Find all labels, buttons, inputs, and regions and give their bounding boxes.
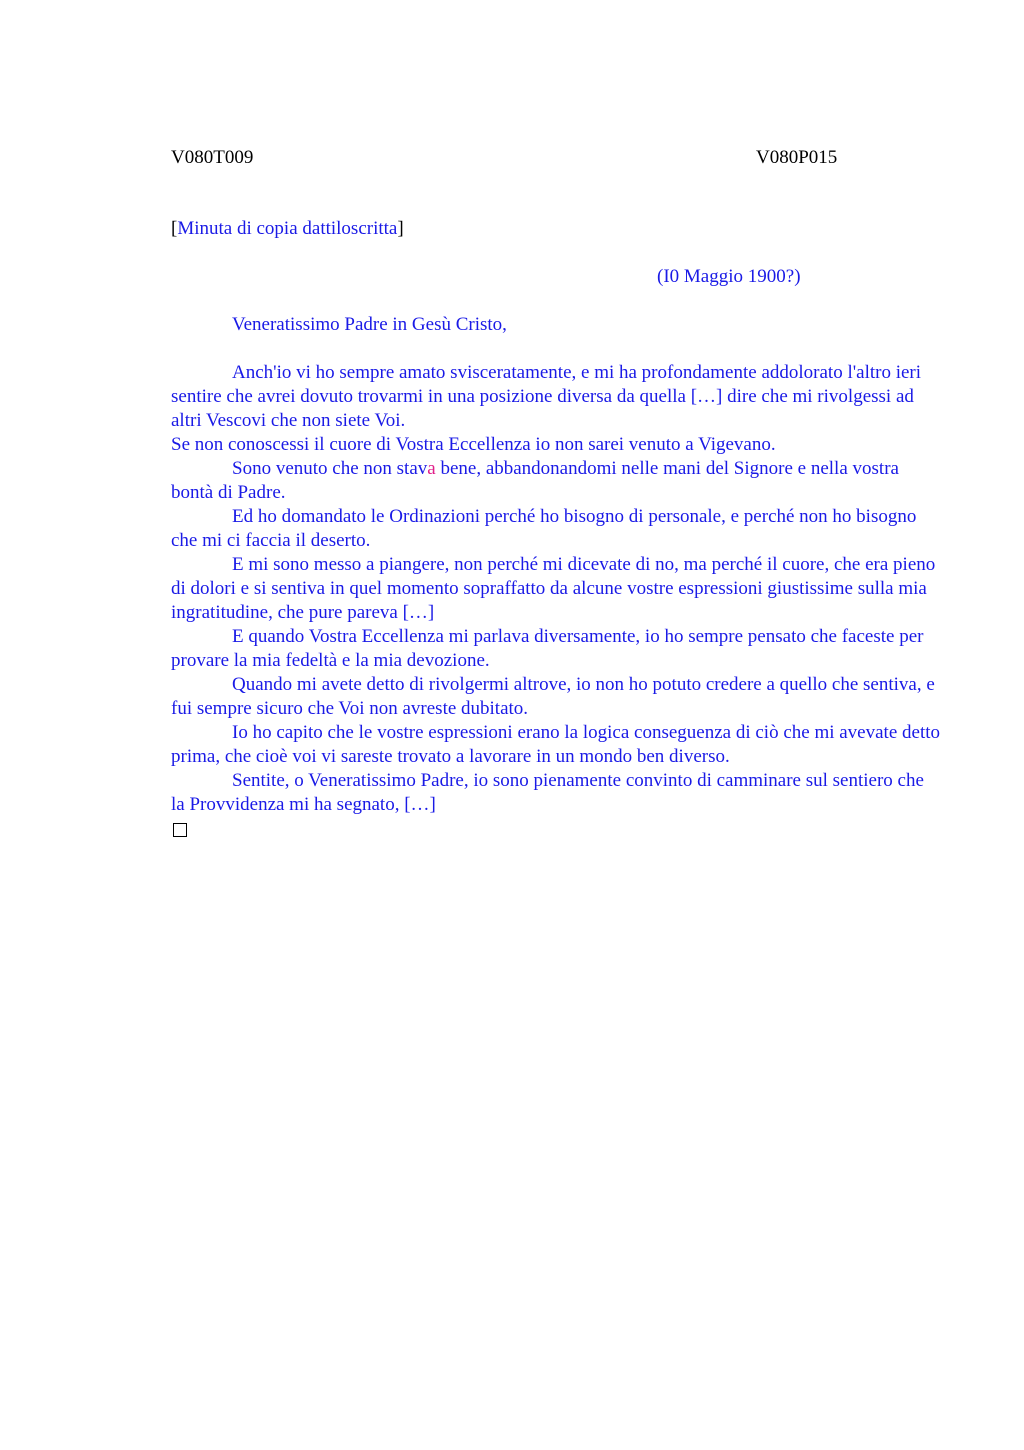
paragraph-3-end: bene, abbandonandomi nelle mani del Signore e nella vostra bontà di Padre. bbox=[171, 458, 899, 503]
paragraph-3 bbox=[171, 457, 941, 505]
paragraph-6: E quando Vostra Eccellenza mi parlava diversamente, io ho sempre pensato che faceste per provare la mia fedeltà e la mia devozione. bbox=[171, 626, 924, 671]
letter-date: (I0 Maggio 1900?) bbox=[657, 266, 801, 287]
paragraph-2: Se non conoscessi il cuore di Vostra Eccellenza io non sarei venuto a Vigevano. bbox=[171, 434, 776, 455]
paragraph-8: Io ho capito che le vostre espressioni erano la logica conseguenza di ciò che mi avevate detto prima, che cioè voi vi sareste trovato a lavorare in un mondo ben diverso. bbox=[171, 722, 941, 767]
note-text: Minuta di copia dattiloscritta bbox=[177, 218, 398, 239]
document-code-right: V080P015 bbox=[756, 147, 838, 168]
paragraph-7: Quando mi avete detto di rivolgermi altrove, io non ho potuto credere a quello che sentiva, e fui sempre sicuro che Voi non avreste dubitato. bbox=[171, 674, 935, 719]
letter-body bbox=[171, 361, 941, 844]
paragraph-5: E mi sono messo a piangere, non perché mi dicevate di no, ma perché il cuore, che era pieno di dolori e si sentiva in quel momento sopraffatto da alcune vostre espressioni giustissime sulla mia ingratitudine, che pure pareva […] bbox=[171, 554, 936, 623]
document-code-left: V080T009 bbox=[171, 147, 254, 168]
paragraph-3-highlight: a bbox=[427, 458, 436, 479]
end-of-text-box bbox=[173, 823, 187, 837]
paragraph-3-start: Sono venuto che non stav bbox=[232, 458, 428, 479]
paragraph-1: Anch'io vi ho sempre amato svisceratamente, e mi ha profondamente addolorato l'altro ieri sentire che avrei dovuto trovarmi in una posizione diversa da quella […] dire che mi rivolgessi ad altri Vescovi che non siete Voi. bbox=[171, 362, 922, 431]
note-close-bracket: ] bbox=[397, 218, 404, 239]
note-open-bracket: [ bbox=[171, 218, 178, 239]
paragraph-9: Sentite, o Veneratissimo Padre, io sono pienamente convinto di camminare sul sentiero che la Provvidenza mi ha segnato, […] bbox=[171, 770, 924, 815]
letter-salutation: Veneratissimo Padre in Gesù Cristo, bbox=[232, 314, 507, 335]
paragraph-4: Ed ho domandato le Ordinazioni perché ho bisogno di personale, e perché non ho bisogno che mi ci faccia il deserto. bbox=[171, 506, 917, 551]
transcription-note bbox=[171, 217, 404, 241]
